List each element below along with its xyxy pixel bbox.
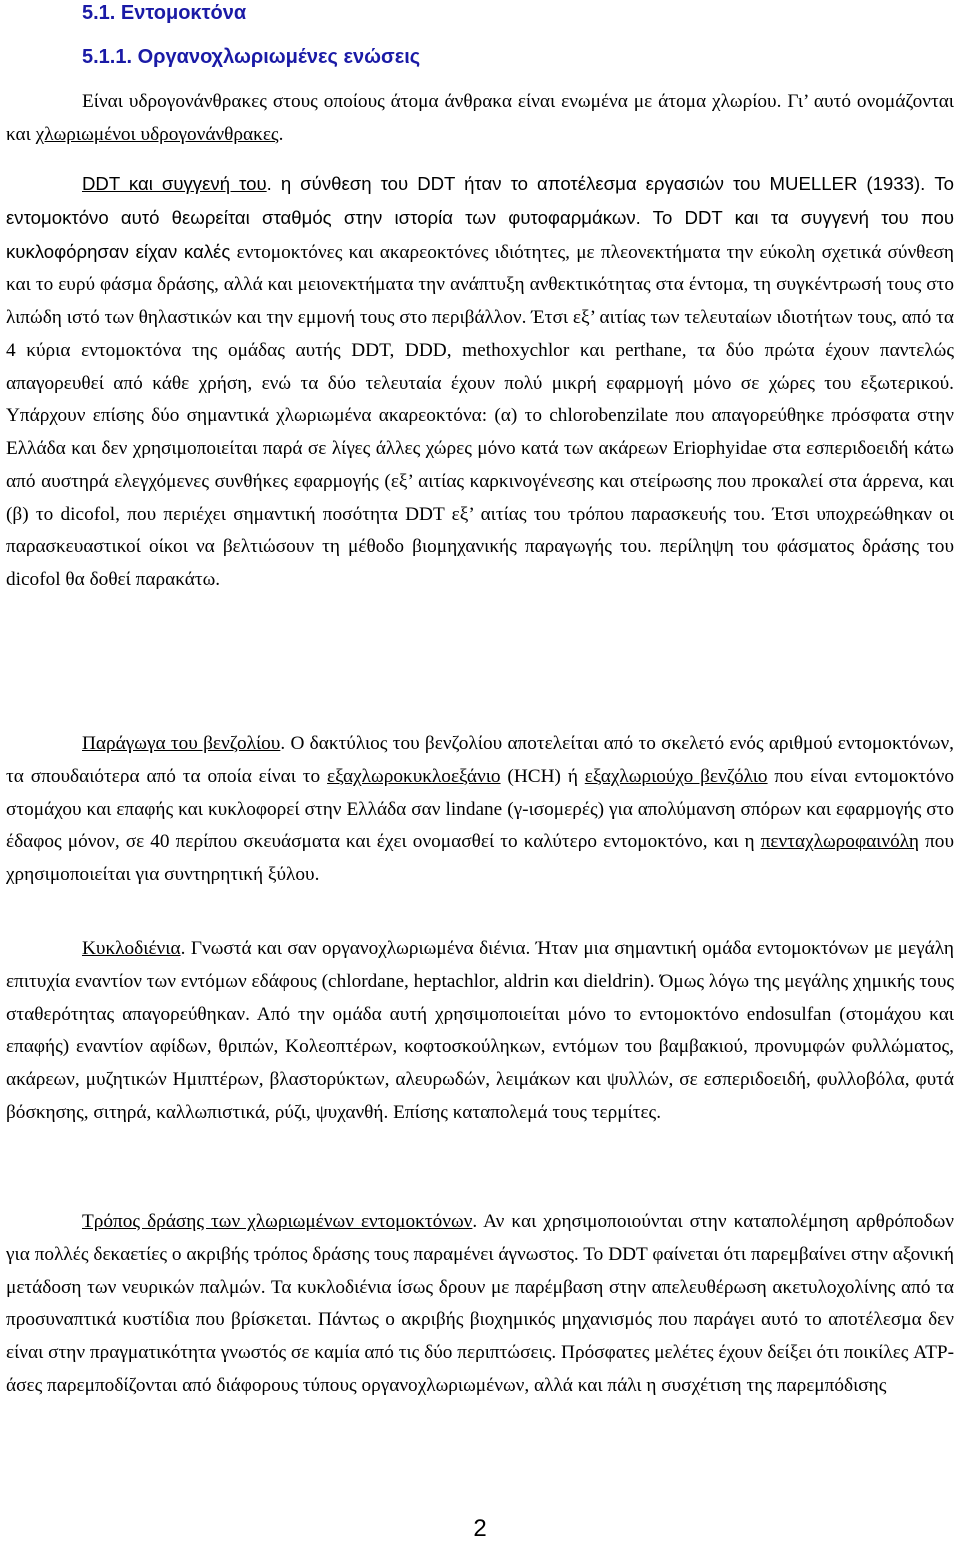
benzene-text-d: που χρησιμοποιείται για συντηρητική ξύλου. (6, 831, 954, 885)
chlorinated-hydrocarbons-link[interactable]: χλωριωμένοι υδρογονάνθρακες (35, 123, 279, 145)
subsection-heading: 5.1.1. Οργανοχλωριωμένες ενώσεις (82, 46, 421, 68)
benzene-derivatives-link[interactable]: Παράγωγα του βενζολίου (82, 733, 281, 754)
ddt-text: εντομοκτόνες και ακαρεοκτόνες ιδιότητες, με πλεονεκτήματα την εύκολη σχετικά σύνθεση και το ευρύ φάσμα δράσης, αλλά και μειονεκτήματα την ανάπτυξη ανθεκτικότητας στα έντομα, τη συγκέντρωσή τους στο λιπώδη ιστό των θηλαστικών και την εμμονή τους στο περιβάλλον. Έτσι εξ’ αιτίας των τελευταίων ιδιοτήτων τους, από τα 4 κύρια εντομοκτόνα της ομάδας αυτής DDT, DDD, methoxychlor και perthane, τα δύο πρώτα έχουν παντελώς απαγορευθεί από κάθε χρήση, ενώ τα δύο τελευταία έχουν πολύ μικρή εφαρμογή μόνο σε χώρες του εξωτερικού. Υπάρχουν επίσης δύο σημαντικά χλωριωμένα ακαρεοκτόνα: (α) το chlorobenzilate που απαγορεύθηκε πρόσφατα στην Ελλάδα και δεν χρησιμοποιείται παρά σε λίγες άλλες χώρες μόνο κατά των ακάρεων Eriophyidae στα εσπεριδοειδή κάτω από αυστηρά ελεγχόμενες συνθήκες εφαρμογής (εξ’ αιτίας καρκινογένεσης και στείρωσης που προκαλεί στα άρρενα, και (β) το dicofol, που περιέχει σημαντική ποσότητα DDT εξ’ αιτίας του τρόπου παρασκευής του. Έτσι υποχρεώθηκαν οι παρασκευαστικοί οίκοι να βελτιώσουν τη μέθοδο βιομηχανικής παραγωγής του. περίληψη του φάσματος δράσης του dicofol θα δοθεί παρακάτω. (6, 241, 954, 590)
benzene-text-c: που είναι εντομοκτόνο στομάχου και επαφής και κυκλοφορεί στην Ελλάδα σαν lindane (γ-ισομερές) για απολύμανση σπόρων και εφαρμογής στο έδαφος μόνον, σε 40 περίπου σκευάσματα και έχει ονομασθεί το καλύτερο εντομοκτόνο, και η (6, 765, 954, 853)
paragraph-ddt (6, 168, 954, 597)
hexachlorobenzene-link[interactable]: εξαχλωριούχο βενζόλιο (584, 765, 768, 787)
mode-of-action-text: . Αν και χρησιμοποιούνται στην καταπολέμηση αρθρόποδων για πολλές δεκαετίες ο ακριβής τρόπος δράσης τους παραμένει άγνωστος. Το DDT φαίνεται ότι παρεμβαίνει στην αξονική μετάδοση των νευρικών παλμών. Τα κυκλοδιένια ίσως δρουν με παρέμβαση στην απελευθέρωση ακετυλοχολίνης από τα προσυναπτικά κυστίδια που βρίσκεται. Πάντως ο ακριβής βιοχημικός μηχανισμός που παράγει αυτό το αποτέλεσμα δεν είναι στην πραγματικότητα γνωστός σε καμία από τις δύο περιπτώσεις. Πρόσφατες μελέτες έχουν δείξει ότι ποικίλες ATP-άσες παρεμποδίζονται από διάφορους τύπους οργανοχλωριωμένων, αλλά και πάλι η συσχέτιση της παρεμπόδισης (6, 1211, 955, 1396)
intro-text: Είναι υδρογονάνθρακες στους οποίους άτομα άνθρακα είναι ενωμένα με άτομα χλωρίου. Γι’ αυτό ονομάζονται και (6, 91, 954, 145)
paragraph-mode-of-action (6, 1206, 954, 1403)
intro-end: . (278, 123, 284, 145)
benzene-text-b: (HCH) ή (500, 765, 585, 787)
paragraph-intro (6, 86, 954, 152)
cyclodienes-text: . Γνωστά και σαν οργανοχλωριωμένα διένια. Ήταν μια σημαντική ομάδα εντομοκτόνων με μεγάλη επιτυχία εναντίον των εντόμων εδάφους (chlordane, heptachlor, aldrin και dieldrin). Όμως λόγω της μεγάλης χημικής τους σταθερότητας απαγορεύθηκαν. Από την ομάδα αυτή χρησιμοποιείται μόνο το εντομοκτόνο endosulfan (στομάχου και επαφής) εναντίον αφίδων, θριπών, Κολεοπτέρων, κοφτοσκούληκων, εντόμων του βαμβακιού, προνυμφών φυλλώματος, ακάρεων, μυζητικών Ημιπτέρων, βλαστορύκτων, αλευρωδών, λειμάκων και ψυλλών, σε εσπεριδοειδή, φυλλοβόλα, φυτά βόσκησης, σιτηρά, καλλωπιστικά, ρύζι, ψυχανθή. Επίσης καταπολεμά τους τερμίτες. (6, 938, 954, 1123)
pentachlorophenol-link[interactable]: πενταχλωροφαινόλη (760, 831, 919, 853)
hch-link[interactable]: εξαχλωροκυκλοεξάνιο (327, 765, 501, 787)
page-number: 2 (473, 1515, 487, 1542)
ddt-section-link[interactable]: DDT και συγγενή του (82, 173, 267, 194)
section-heading: 5.1. Εντομοκτόνα (82, 2, 247, 24)
benzene-text-a: . Ο δακτύλιος του βενζολίου αποτελείται από το σκελετό ενός αριθμού εντομοκτόνων, τα σπουδαιότερα από τα οποία είναι το (6, 733, 954, 787)
paragraph-benzene (6, 728, 954, 892)
mode-of-action-link[interactable]: Τρόπος δράσης των χλωριωμένων εντομοκτόνων (82, 1211, 473, 1232)
paragraph-cyclodienes (6, 933, 954, 1130)
cyclodienes-link[interactable]: Κυκλοδιένια (82, 938, 181, 959)
ddt-sans-text: . η σύνθεση του DDT ήταν το αποτέλεσμα εργασιών του MUELLER (1933). Το εντομοκτόνο αυτό θεωρείται σταθμός στην ιστορία των φυτοφαρμάκων. Το DDT και τα συγγενή του που κυκλοφόρησαν είχαν καλές (6, 173, 954, 262)
